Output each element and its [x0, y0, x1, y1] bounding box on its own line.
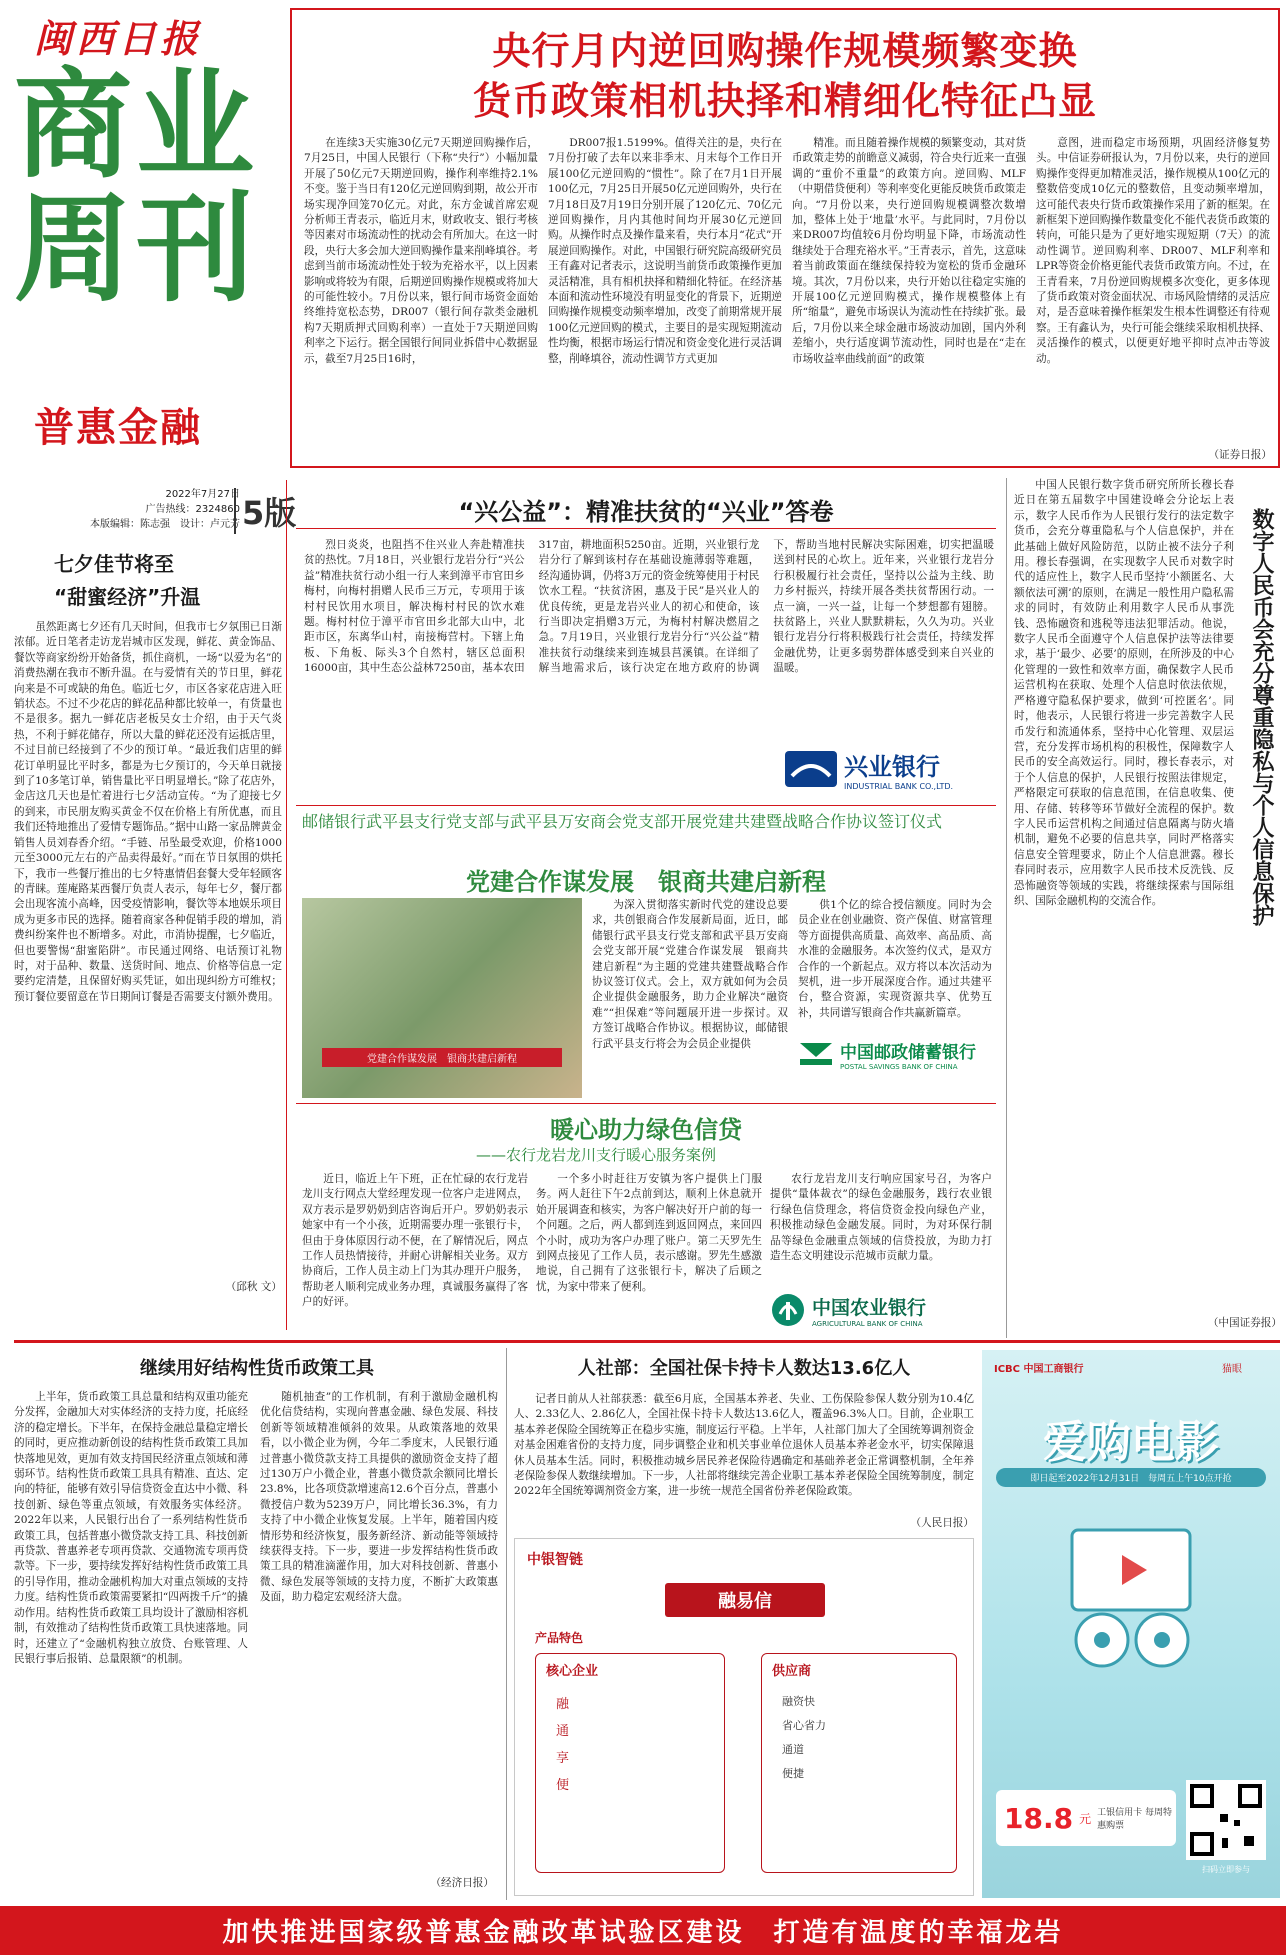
- psbc-story: [296, 810, 996, 1071]
- xingye-name-en: INDUSTRIAL BANK CO.,LTD.: [844, 782, 954, 791]
- section-title-text: 商业周刊: [14, 56, 259, 318]
- abc-subtitle: ——农行龙岩龙川支行暖心服务案例: [476, 1146, 717, 1164]
- qixi-title-2: “甜蜜经济”升温: [54, 585, 201, 609]
- zhongyin-supplier-box: [761, 1653, 957, 1873]
- privacy-story: [1014, 478, 1282, 1338]
- qixi-title: 七夕佳节将至: [54, 552, 174, 576]
- zhongyin-core-item-2: 通: [556, 1724, 570, 1739]
- issue-info: [60, 487, 240, 532]
- movie-date: 即日起至2022年12月31日 每周五上午10点开抢: [996, 1468, 1266, 1487]
- policy-text-2: 随机抽查”的工作机制，有利于激励金融机构优化信贷结构，实现向普惠金融、绿色发展、科技创新等领域精准倾斜的效果。从政策落地的效果看，以小微企业为例，今年二季度末，人民银行通过普惠小微贷款支持工具提供的激励资金支持了超过130万户小微企业，普惠小微贷款余额同比增长23.8%，比各项贷款增速高12.6个百分点，普惠小微授信户数为5239万户，同比增长36.3%，有力支持了中小微企业恢复发展。上半年，随着国内疫情形势和经济恢复，服务新经济、新动能等领域持续获得支持。下一步，要进一步发挥结构性货币政策工具的精准滴灌作用，加大对科技创新、普惠小微、绿色发展等领域的支持力度，不断扩大政策惠及面，助力稳定宏观经济大盘。: [260, 1391, 498, 1604]
- lead-text-4: 意图，进而稳定市场预期，巩固经济修复势头。中信证券研报认为，7月份以来，央行的逆回购操作变得更加精准灵活，操作规模从100亿元的整数倍变成10亿元的整数倍，且变动频率增加，这可能代表央行货币政策操作采用了新的框架。在新框架下逆回购操作数量变化不能代表货币政策的转向，可能只是为了更好地实现短期（7天）的流动性调节。逆回购利率、DR007、MLF利率和LPR等资金价格更能代表货币政策方向。不过，在王青看来，7月份逆回购规模多次变化，更多体现了货币政策对资金面状况、市场风险情绪的灵活应对，是否意味着操作框架发生根本性调整还有待观察。王有鑫认为，央行可能会继续采取相机抉择、灵活操作的模式，以便更好地平抑时点冲击等波动。: [1036, 137, 1270, 365]
- movie-partner: 猫眼: [1222, 1364, 1242, 1375]
- abc-text-1: 近日，临近上午下班，正在忙碌的农行龙岩龙川支行网点大堂经理发现一位客户走进网点，双方表示是罗奶奶到店咨询后开户。罗奶奶表示她家中有一个小孩，近期需要办理一张银行卡，但由于身体原因行动不便，在了解情况后，网点工作人员热情接待，并耐心讲解相关业务。双方协商后，工作人员主动上门为其办理开户服务，帮助老人顺利完成业务办理，真诚服务赢得了客户的好评。: [302, 1173, 528, 1309]
- privacy-body: [1014, 478, 1234, 1298]
- lead-col-2: [548, 136, 782, 462]
- xingye-logo: [784, 746, 994, 792]
- xingye-logo-icon: [784, 750, 838, 788]
- abc-name: 中国农业银行: [812, 1296, 927, 1319]
- lead-title-1: 央行月内逆回购操作规模频繁变换: [492, 29, 1078, 73]
- movie-desc: 工银信用卡 每周特惠购票: [1097, 1808, 1172, 1831]
- abc-logo: [770, 1288, 992, 1332]
- psbc-title: 党建合作谋发展 银商共建启新程: [466, 868, 826, 896]
- abc-col-3: [770, 1172, 992, 1284]
- privacy-source: （中国证券报）: [1207, 1317, 1282, 1329]
- xingye-story: [296, 478, 996, 803]
- abc-text-2: 一个多小时赶往万安镇为客户提供上门服务。两人赶往下午2点前到达，顺利上休息就开始开展调查和核实，为客户解决好开户前的每一个问题。之后，两人都到连到返回网点，来回四个小时，成功为客户办理了账户。第二天罗先生到网点接见了工作人员，表示感谢。罗先生感激地说，自己拥有了这张银行卡，解决了后顾之忧，为家中带来了便利。: [536, 1173, 762, 1293]
- policy-col-1: [14, 1390, 248, 1890]
- psbc-text-1: 为深入贯彻落实新时代党的建设总要求，共创银商合作发展新局面，近日，邮储银行武平县支行党支部和武平县万安商会党支部开展“党建合作谋发展 银商共建启新程”为主题的党建共建暨战略合作协议签订仪式。会上，双方就如何为会员企业提供金融服务，助力企业解决“融资难”“担保难”等问题展开进一步探讨。双方签订战略合作协议。根据协议，邮储银行武平县支行将会为会员企业提供: [592, 899, 788, 1050]
- zhongyin-supplier-item-4: 便捷: [782, 1767, 804, 1780]
- psbc-logo: [798, 1034, 994, 1074]
- issue-date: 2022年7月27日: [165, 489, 240, 500]
- mohrss-title: 人社部：全国社保卡持卡人数达13.6亿人: [577, 1358, 911, 1379]
- policy-title: 继续用好结构性货币政策工具: [140, 1358, 374, 1379]
- zhongyin-core-item-3: 享: [556, 1751, 570, 1766]
- footer-banner: [0, 1906, 1286, 1955]
- psbc-photo-banner: 党建合作谋发展 银商共建启新程: [322, 1048, 562, 1067]
- section-title: [14, 56, 276, 393]
- mohrss-story: [514, 1350, 974, 1530]
- qixi-text: 虽然距离七夕还有几天时间，但我市七夕氛围已日渐浓郁。近日笔者走访龙岩城市区发现，鲜花、黄金饰品、餐饮等商家纷纷开始备货，抓住商机，一场“以爱为名”的消费热潮在我市不断升温。在与爱情有关的节日里，鲜花向来是不可或缺的角色。临近七夕，市区各家花店进入旺销状态。不过不少花店的鲜花品种都比较单一，有货量也不是很多。据九一鲜花店老板吴女士介绍，由于天气炎热，不利于鲜花储存，所以大量的鲜花还没有运抵店里，不过目前已经接到了不少的预订单。“最近我们店里的鲜花订单明显比平时多，都是为七夕预订的，今天单日就接到了10多笔订单，销售量比平日明显增长。”除了花店外，金店这几天也是忙着进行七夕活动宣传。“为了迎接七夕的到来，市民朋友购买黄金不仅在价格上有所优惠，而且我们还特地推出了爱情专题饰品。”据中山路一家品牌黄金销售人员刘春香介绍。“手链、吊坠最受欢迎，价格1000元至3000元左右的产品卖得最好。”而在节日氛围的烘托下，我市一些餐厅推出的七夕特惠情侣套餐大受年轻顾客的青睐。莲庵路某西餐厅负责人表示，每年七夕，餐厅都会出现客流小高峰，因受疫情影响，餐饮等本地娱乐项目成为更多市民的选择。随着商家各种促销手段的增加，消费纠纷案件也不断增多。对此，市消协提醒，七夕临近，但也要警惕“甜蜜陷阱”。市民通过网络、电话预订礼物时，对于品种、数量、送货时间、地点、价格等信息一定要约定清楚，且保留好购买凭证，如出现纠纷方可维权；预订餐位要留意在节日期间订餐是否需要支付额外费用。: [14, 621, 282, 1003]
- zhongyin-supplier-item-3: 通道: [782, 1743, 804, 1756]
- zhongyin-ad: [514, 1538, 974, 1896]
- lead-col-1: [304, 136, 538, 462]
- zhongyin-core-item-4: 便: [556, 1778, 570, 1793]
- qixi-source: （邱秋 文）: [225, 1281, 282, 1293]
- psbc-text-2: 供1个亿的综合授信额度。同时为会员企业在创业融资、资产保值、财富管理等方面提供高质量、高效率、高品质、高水准的金融服务。本次签约仪式，是双方合作的一个新起点。双方将以本次活动为契机，进一步开展深度合作。通过共建平台，整合资源，实现资源共享、优势互补，共同谱写银商合作共赢新篇章。: [798, 899, 992, 1019]
- policy-story: [14, 1350, 500, 1898]
- lead-source: （证券日报）: [1208, 449, 1272, 461]
- abc-col-1: [302, 1172, 528, 1332]
- qixi-story: [14, 548, 282, 1310]
- xingye-name: 兴业银行: [844, 753, 940, 781]
- zhongyin-core-item-1: 融: [556, 1697, 570, 1712]
- policy-source: （经济日报）: [430, 1877, 494, 1889]
- abc-logo-icon: [770, 1292, 806, 1328]
- abc-col-2: [536, 1172, 762, 1332]
- mohrss-source: （人民日报）: [910, 1517, 974, 1529]
- movie-qr-hint: 扫码立即参与: [1202, 1865, 1250, 1874]
- ad-line: 广告热线：2324860: [145, 504, 240, 515]
- movie-film-icon: [1032, 1510, 1230, 1680]
- abc-story: [296, 1108, 996, 1336]
- paper-name: 闽西日报: [34, 16, 203, 61]
- psbc-logo-icon: [798, 1039, 834, 1069]
- psbc-intro: 邮储银行武平县支行党支部与武平县万安商会党支部开展党建共建暨战略合作协议签订仪式: [302, 812, 943, 831]
- abc-name-en: AGRICULTURAL BANK OF CHINA: [812, 1319, 923, 1328]
- zhongyin-core-label: 核心企业: [546, 1664, 599, 1679]
- lead-text-1: 在连续3天实施30亿元7天期逆回购操作后，7月25日，中国人民银行（下称“央行”）小幅加量开展了50亿元7天期逆回购，操作利率维持2.1%不变。鉴于当日有120亿元逆回购到期，故公开市场实现净回笼70亿元。对此，东方金诚首席宏观分析师王青表示，临近月末，财政收支、银行考核等因素对市场流动性的扰动会有所加大。在这一时段，央行大多会加大逆回购操作量来削峰填谷。考虑到当前市场流动性处于较为充裕水平，以上因素影响或将较为有限，后期逆回购操作规模或将加大的可能性较小。7月份以来，银行间市场资金面始终维持宽松态势，DR007（银行间存款类金融机构7天期质押式回购利率）一直处于7天期逆回购利率之下运行。据全国银行间同业拆借中心数据显示，截至7月25日16时，: [304, 137, 538, 365]
- abc-text-3: 农行龙岩龙川支行响应国家号召，为客户提供“量体裁衣”的绿色金融服务，践行农业银行绿色信贷理念，将信贷资金投向绿色产业，积极推动绿色金融发展。同时，为对环保行制品等绿色金融重点领域的信贷投放，为助力打造生态文明建设示范城市贡献力量。: [770, 1173, 992, 1263]
- lead-text-3: 精准。而且随着操作规模的频繁变动，其对货币政策走势的前瞻意义减弱，符合央行近来一直强调的“重价不重量”的政策方向。逆回购、MLF（中期借贷便利）等利率变化更能反映货币政策走向。“7月份以来，央行逆回购规模调整次数增加，整体上处于‘地量’水平。与此同时，7月份以来DR007均值较6月份均明显下降，市场流动性继续处于合理充裕水平。”王青表示，首先，这意味着当前政策面在继续保持较为宽松的货币金融环境。其次，7月份以来，央行开始以往稳定实施的开展100亿元逆回购模式，操作规模整体上有所“缩量”，避免市场误认为流动性在持续扩张。最后，7月份以来全球金融市场波动加剧，国内外利差缩小，央行适度调节流动性，同时也是在“走在市场收益率曲线前面”的政策: [792, 137, 1026, 365]
- lead-title-2: 货币政策相机抉择和精细化特征凸显: [472, 79, 1097, 123]
- zhongyin-brand: 中银智链: [527, 1552, 583, 1568]
- movie-unit: 元: [1079, 1811, 1092, 1826]
- lead-story: [290, 8, 1280, 468]
- xingye-text: 烈日炎炎，也阻挡不住兴业人奔赴精准扶贫的热忱。7月18日，兴业银行龙岩分行“兴公益”精准扶贫行动小组一行人来到漳平市官田乡梅村，向梅村捐赠人民币三万元，专项用于该村村民饮用水项目，解决梅村村民的饮水难题。梅村村位于漳平市官田乡北部大山中，北距市区，东离华山村，南接梅营村。下辖上角板、下角板、际头3个自然村，辖区总面积16000亩，其中生态公益林7250亩，基本农田317亩，耕地面积5250亩。近期，兴业银行龙岩分行了解到该村存在基础设施薄弱等难题，经沟通协调，仍将3万元的资金统筹使用于村民饮水工程。“扶贫济困，惠及于民”是兴业人的优良传统，更是龙岩兴业人的初心和使命，该行当即决定捐赠3万元，为梅村村解决燃眉之急。7月19日，兴业银行龙岩分行“兴公益”精准扶贫行动继续来到连城县莒溪镇。在详细了解当地需求后，该行决定在地方政府的协调下，帮助当地村民解决实际困难，切实把温暖送到村民的心坎上。近年来，兴业银行龙岩分行积极履行社会责任，坚持以公益为主线、助力乡村振兴，持续开展各类扶贫帮困行动。一点一滴，一兴一益，让每一个梦想都有翅膀。扶贫路上，兴业人默默耕耘，久久为功。兴业银行龙岩分行将积极践行社会责任，持续发挥金融优势，让更多弱势群体感受到来自兴业的温暖。: [304, 539, 994, 675]
- policy-text-1: 上半年，货币政策工具总量和结构双重功能充分发挥，金融加大对实体经济的支持力度，托底经济的稳定增长。下半年，在保持金融总量稳定增长的同时，更应推动新创设的结构性货币政策工具加快落地见效，更加有效支持国民经济重点领域和薄弱环节。结构性货币政策工具具有精准、直达、定向的特征，能够有效引导信贷资金直达中小微、科技创新、绿色等重点领域，有效服务实体经济。2022年以来，人民银行出台了一系列结构性货币政策工具，包括普惠小微贷款支持工具、科技创新再贷款、普惠养老专项再贷款、交通物流专项再贷款等。下一步，要持续发挥好结构性货币政策工具的引导作用，推动金融机构加大对重点领域的支持力度。结构性货币政策需要紧扣“四两拨千斤”的撬动作用。结构性货币政策工具均设计了激励相容机制，有效推动了结构性货币政策工具快速落地。同时，还建立了“金融机构独立放贷、台账管理、人民银行事后报销、总量限额”的机制。: [14, 1391, 248, 1665]
- lead-col-3: [792, 136, 1026, 462]
- page-number: 5版: [234, 488, 296, 534]
- editors-line: 本版编辑：陈志强 设计：卢元芳: [90, 519, 240, 530]
- lead-col-4: [1036, 136, 1270, 446]
- qr-code-icon: [1186, 1780, 1266, 1860]
- movie-illustration: [1032, 1510, 1230, 1680]
- psbc-photo: [302, 898, 582, 1098]
- zhongyin-product: 融易信: [665, 1583, 825, 1617]
- policy-col-2: [260, 1390, 498, 1874]
- qixi-body: [14, 620, 282, 1280]
- psbc-name-en: POSTAL SAVINGS BANK OF CHINA: [840, 1062, 958, 1071]
- psbc-col-1: [592, 898, 788, 1098]
- abc-title: 暖心助力绿色信贷: [550, 1116, 742, 1144]
- footer-slogan: 加快推进国家级普惠金融改革试验区建设 打造有温度的幸福龙岩: [222, 1918, 1064, 1948]
- movie-qr[interactable]: [1186, 1780, 1266, 1860]
- movie-price: 18.8: [1004, 1801, 1074, 1835]
- masthead: [14, 8, 276, 528]
- movie-ad: [982, 1350, 1280, 1898]
- psbc-name: 中国邮政储蓄银行: [840, 1042, 976, 1063]
- zhongyin-supplier-item-2: 省心省力: [782, 1719, 826, 1732]
- xingye-body: [304, 538, 994, 738]
- section-subtitle: 普惠金融: [34, 405, 202, 451]
- psbc-col-2: [798, 898, 992, 1020]
- lead-text-2: DR007报1.5199%。值得关注的是，央行在7月份打破了去年以来非季末、月末每个工作日开展100亿元逆回购的“惯性”。除了在7月1日开展100亿元，7月25日开展50亿元逆回购外，央行在7月18日及7月19日分别开展了120亿元、70亿元逆回购操作，月内其他时间均开展30亿元逆回购。从操作时点及操作量来看，央行本月“花式”开展逆回购操作。对此，中国银行研究院高级研究员王有鑫对记者表示，这说明当前货币政策操作更加灵活精准，具有相机抉择和精细化特征。在经济基本面和流动性环境没有明显变化的背景下，近期逆回购操作规模变动频率增加，改变了前期常规开展100亿元逆回购的模式，主要目的是实现短期流动性均衡，根据市场运行情况和资金变化进行灵活调整，削峰填谷，流动性调节方式更加: [548, 137, 782, 365]
- zhongyin-feature: 产品特色: [535, 1631, 584, 1645]
- movie-title: 爱购电影: [1043, 1417, 1219, 1468]
- zhongyin-core-box: [535, 1653, 725, 1873]
- mohrss-body: [514, 1392, 974, 1516]
- zhongyin-supplier-label: 供应商: [772, 1664, 812, 1679]
- privacy-title: 数字人民币会充分尊重隐私与个人信息保护: [1249, 508, 1274, 926]
- zhongyin-supplier-item-1: 融资快: [782, 1695, 815, 1708]
- mohrss-text: 记者日前从人社部获悉：截至6月底，全国基本养老、失业、工伤保险参保人数分别为10.4亿人、2.33亿人、2.86亿人，全国社保卡持卡人数达13.6亿人，覆盖96.3%人口。目前，企业职工基本养老保险全国统筹正在稳步实施，制度运行平稳。上半年，人社部门加大了全国统筹调剂资金对基金困难省份的支持力度，同步调整企业和机关事业单位退休人员基本养老金水平，切实保障退休人员基本生活。同时，积极推动城乡居民养老保险待遇确定和基础养老金正常调整机制，全年养老保险参保人数继续增加。下一步，人社部将继续完善企业职工基本养老保险全国统筹制度，制定2022年全国统筹调剂资金方案，进一步统一规范全国省份养老保险政策。: [514, 1393, 974, 1498]
- privacy-text: 中国人民银行数字货币研究所所长穆长春近日在第五届数字中国建设峰会分论坛上表示，数字人民币作为人民银行发行的法定数字货币，会充分尊重隐私与个人信息保护，并在此基础上做好风险防范，以防止被不法分子利用。穆长春强调，在实现数字人民币对数字时代的适应性上，数字人民币坚持‘小额匿名、大额依法可溯’的原则，在满足一般性用户隐私需求的同时，有效防止利用数字人民币从事洗钱、恐怖融资和逃税等违法犯罪活动。他说，数字人民币全面遵守个人信息保护法等法律要求，基于‘最少、必要’的原则，在所涉及的中心化管理的一致性和效率方面，确保数字人民币运营机构在获取、处理个人信息时依法依规，严格遵守隐私保护要求，做到‘可控匿名’。同时，他表示，人民银行将进一步完善数字人民币发行和流通体系，坚持中心化管理、双层运营，充分发挥市场机构的积极性，保障数字人民币的安全高效运行。同时，穆长春表示，对于个人信息的保护，人民银行按照法律规定，严格限定可获取的信息范围，在信息收集、使用、存储、转移等环节做好全流程的保护。数字人民币运营机构之间通过信息隔离与防火墙机制，避免不必要的信息共享，同时严格落实信息安全管理要求，防止个人信息泄露。穆长春同时表示，应用数字人民币技术反洗钱、反恐怖融资等领域的实践，将继续探索与国际组织、国际金融机构的交流合作。: [1014, 479, 1234, 907]
- movie-bank: ICBC 中国工商银行: [994, 1364, 1084, 1375]
- movie-offer: [996, 1790, 1176, 1846]
- xingye-title: “兴公益”：精准扶贫的“兴业”答卷: [458, 498, 834, 526]
